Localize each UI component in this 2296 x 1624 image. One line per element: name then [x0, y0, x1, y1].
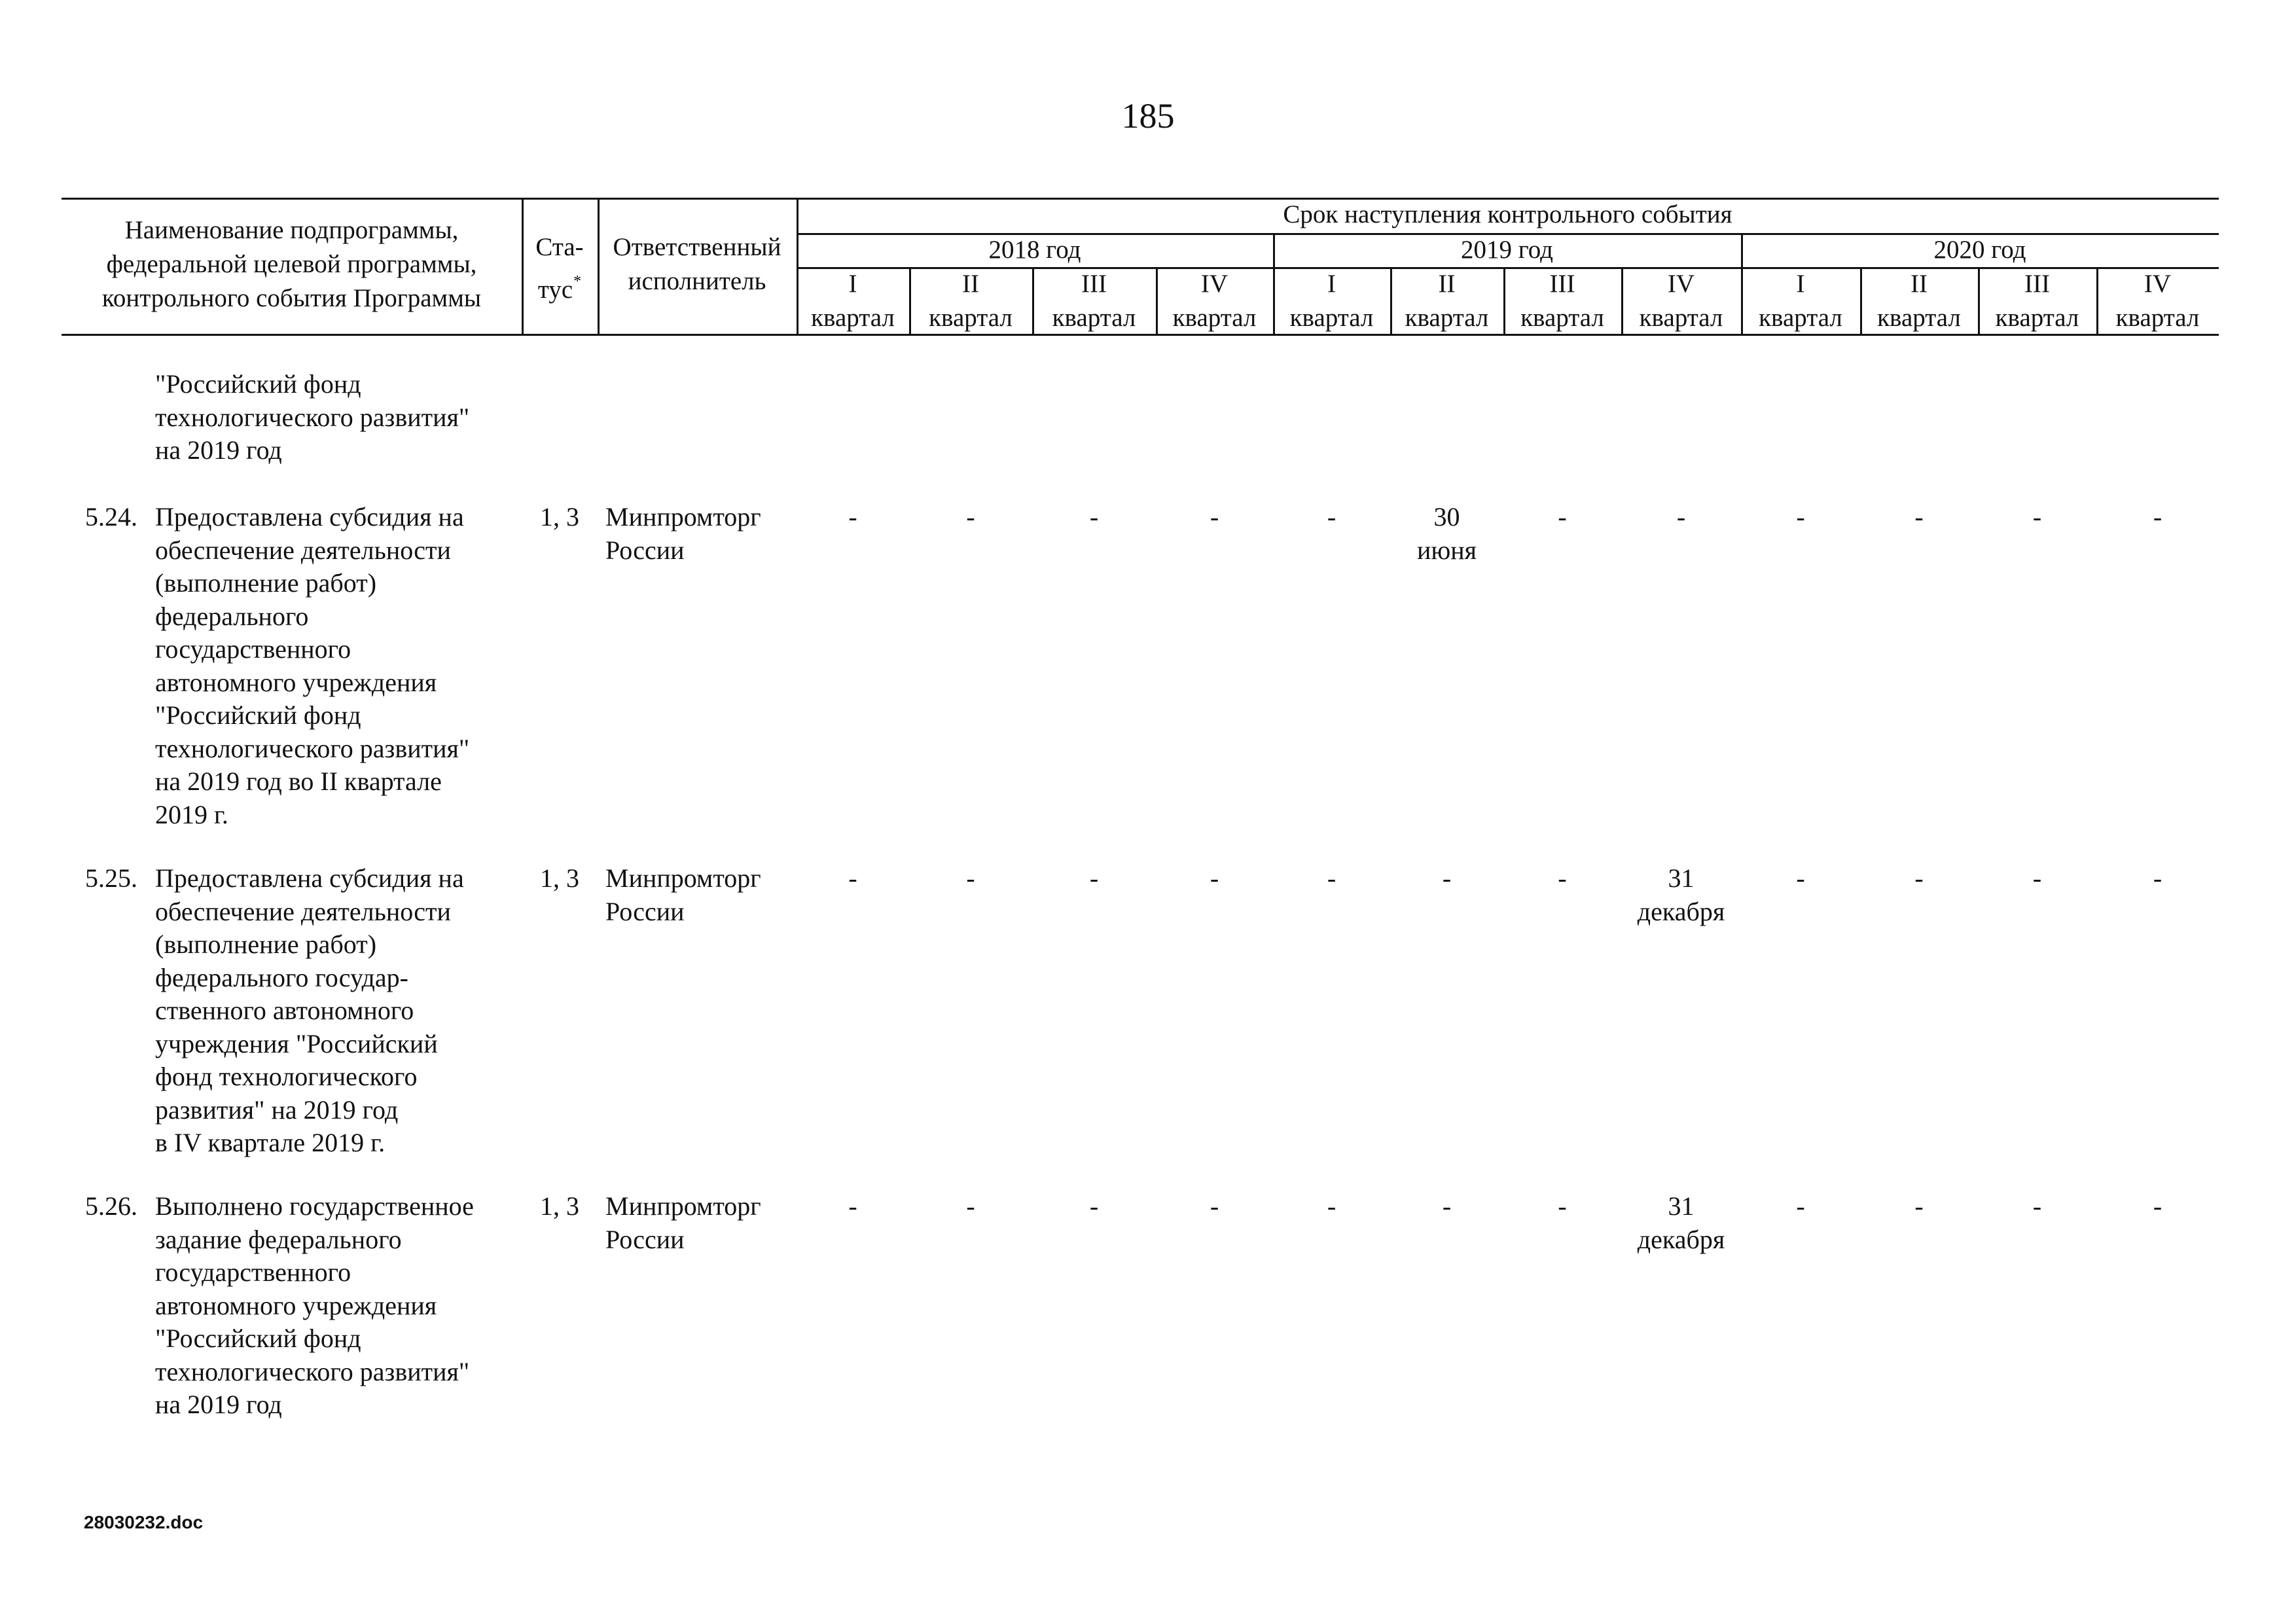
deadline-line: -: [1558, 502, 1567, 532]
name-line: учреждения "Российский: [155, 1028, 438, 1058]
header-line: Ответственный: [613, 233, 781, 261]
deadline-line: -: [848, 502, 857, 532]
deadline-line: -: [1796, 1191, 1805, 1221]
responsible-executor: [605, 501, 761, 567]
name-line: ственного автономного: [155, 996, 414, 1025]
quarter-deadline: [1621, 862, 1741, 928]
quarter-numeral: II: [1438, 270, 1456, 298]
name-line: автономного учреждения: [155, 1290, 437, 1320]
deadline-line: -: [966, 863, 975, 893]
quarter-deadline: [1032, 1190, 1156, 1223]
deadline-line: 31: [1668, 863, 1695, 893]
name-line: технологического развития": [155, 402, 470, 432]
quarter-numeral: III: [1081, 270, 1107, 298]
quarter-deadline: [1390, 1190, 1503, 1223]
name-line: (выполнение работ): [155, 568, 377, 598]
name-line: 2019 г.: [155, 799, 228, 829]
event-name: [155, 1190, 474, 1422]
deadline-line: -: [1442, 863, 1452, 893]
quarter-deadline: [797, 1190, 909, 1223]
executor-line: России: [605, 535, 685, 565]
deadline-line: 31: [1668, 1191, 1695, 1221]
name-line: задание федерального: [155, 1224, 402, 1254]
deadline-line: июня: [1416, 535, 1477, 565]
quarter-numeral: IV: [2144, 270, 2172, 298]
quarter-deadline: [1621, 1190, 1741, 1256]
event-number: 5.24.: [85, 502, 137, 532]
quarter-deadline: [1503, 862, 1621, 895]
deadline-line: -: [1210, 502, 1219, 532]
deadline-line: -: [1327, 1191, 1336, 1221]
name-line: Выполнено государственное: [155, 1191, 474, 1221]
deadline-line: -: [1914, 863, 1924, 893]
quarter-word: квартал: [1405, 304, 1489, 332]
name-line: федерального государ-: [155, 962, 408, 992]
document-code: 28030232.doc: [84, 1512, 204, 1532]
quarter-word: квартал: [929, 304, 1013, 332]
quarter-deadline: [1741, 862, 1860, 895]
deadline-line: -: [1089, 502, 1099, 532]
event-number: 5.25.: [85, 863, 137, 893]
quarter-deadline: [1978, 862, 2096, 895]
name-line: на 2019 год во II квартале: [155, 767, 442, 796]
quarter-word: квартал: [1172, 304, 1257, 332]
year-label: 2020 год: [1933, 236, 2026, 264]
quarter-numeral: IV: [1200, 270, 1229, 298]
deadline-line: декабря: [1637, 896, 1725, 926]
name-line: федерального: [155, 601, 309, 631]
quarter-deadline: [1503, 501, 1621, 534]
quarter-word: квартал: [811, 304, 895, 332]
quarter-deadline: [797, 501, 909, 534]
quarter-deadline: [1860, 862, 1978, 895]
deadline-line: -: [966, 502, 975, 532]
deadline-line: -: [2153, 502, 2162, 532]
deadline-line: -: [848, 863, 857, 893]
year-label: 2018 год: [988, 236, 1081, 264]
deadline-line: -: [2032, 863, 2042, 893]
quarter-deadline: [1156, 501, 1273, 534]
name-line: на 2019 год: [155, 435, 282, 465]
deadline-line: -: [2153, 863, 2162, 893]
deadline-line: -: [1327, 863, 1336, 893]
quarter-word: квартал: [1995, 304, 2079, 332]
name-line: "Российский фонд: [155, 1324, 361, 1353]
quarter-numeral: I: [1796, 270, 1805, 298]
quarter-word: квартал: [1289, 304, 1374, 332]
name-line: обеспечение деятельности: [155, 535, 451, 565]
deadline-line: -: [1914, 1191, 1924, 1221]
quarter-deadline: [1156, 1190, 1273, 1223]
deadline-line: -: [1676, 502, 1686, 532]
quarter-deadline: [1621, 501, 1741, 534]
footnote-marker: *: [573, 273, 582, 290]
name-line: автономного учреждения: [155, 667, 437, 697]
deadline-title: Срок наступления контрольного события: [1283, 200, 1732, 228]
deadline-line: -: [2032, 502, 2042, 532]
quarter-numeral: II: [1910, 270, 1928, 298]
name-line: технологического развития": [155, 733, 470, 763]
deadline-line: -: [1796, 863, 1805, 893]
header-line: исполнитель: [628, 267, 766, 295]
deadline-line: -: [1210, 1191, 1219, 1221]
name-line: (выполнение работ): [155, 929, 377, 959]
quarter-deadline: [2096, 501, 2219, 534]
header-line: контрольного события Программы: [101, 284, 482, 312]
name-line: фонд технологического: [155, 1062, 418, 1091]
header-line: Ста-: [535, 233, 584, 261]
quarter-deadline: [797, 862, 909, 895]
deadline-line: -: [1089, 1191, 1099, 1221]
responsible-executor: [605, 1190, 761, 1256]
quarter-numeral: IV: [1667, 270, 1695, 298]
quarter-numeral: I: [1327, 270, 1336, 298]
quarter-deadline: [1503, 1190, 1621, 1223]
deadline-line: -: [848, 1191, 857, 1221]
quarter-numeral: I: [848, 270, 857, 298]
quarter-deadline: [1978, 501, 2096, 534]
quarter-numeral: III: [1549, 270, 1575, 298]
quarter-deadline: [1741, 501, 1860, 534]
name-column-header: [62, 213, 522, 316]
quarter-deadline: [1273, 1190, 1390, 1223]
event-number: 5.26.: [85, 1191, 137, 1221]
name-line: Предоставлена субсидия на: [155, 863, 464, 893]
status-column-header: [522, 230, 598, 307]
header-line: федеральной целевой программы,: [106, 250, 477, 278]
quarter-deadline: [1978, 1190, 2096, 1223]
quarter-deadline: [1390, 862, 1503, 895]
name-line: "Российский фонд: [155, 369, 361, 399]
quarter-word: квартал: [1877, 304, 1961, 332]
page-number: 185: [1121, 96, 1175, 135]
quarter-deadline: [1032, 501, 1156, 534]
event-name: [155, 862, 464, 1160]
quarter-deadline: [909, 1190, 1032, 1223]
header-text: тус: [537, 276, 573, 304]
quarter-word: квартал: [2115, 304, 2200, 332]
name-line: Предоставлена субсидия на: [155, 502, 464, 532]
deadline-line: -: [1089, 863, 1099, 893]
quarter-word: квартал: [1639, 304, 1723, 332]
quarter-word: квартал: [1520, 304, 1604, 332]
quarter-deadline: [1860, 1190, 1978, 1223]
deadline-line: -: [1914, 502, 1924, 532]
quarter-deadline: [909, 862, 1032, 895]
deadline-line: -: [966, 1191, 975, 1221]
quarter-deadline: [909, 501, 1032, 534]
executor-line: Минпромторг: [605, 502, 761, 532]
quarter-deadline: [1390, 501, 1503, 567]
name-line: государственного: [155, 634, 351, 664]
deadline-line: -: [1558, 863, 1567, 893]
event-name: [155, 501, 469, 831]
name-line: государственного: [155, 1257, 351, 1287]
quarter-deadline: [2096, 862, 2219, 895]
event-status: 1, 3: [540, 863, 579, 893]
responsible-executor: [605, 862, 761, 928]
deadline-line: -: [1558, 1191, 1567, 1221]
quarter-word: квартал: [1759, 304, 1842, 332]
deadline-line: -: [1796, 502, 1805, 532]
deadline-line: -: [1210, 863, 1219, 893]
executor-column-header: [598, 230, 797, 298]
name-line: в IV квартале 2019 г.: [155, 1128, 386, 1157]
deadline-line: декабря: [1637, 1224, 1725, 1254]
deadline-line: 30: [1433, 502, 1460, 532]
event-status: 1, 3: [540, 502, 579, 532]
deadline-line: -: [1442, 1191, 1452, 1221]
executor-line: России: [605, 1224, 685, 1254]
deadline-line: -: [2153, 1191, 2162, 1221]
event-status: 1, 3: [540, 1191, 579, 1221]
name-line: на 2019 год: [155, 1390, 282, 1419]
quarter-deadline: [2096, 1190, 2219, 1223]
deadline-line: -: [2032, 1191, 2042, 1221]
quarter-deadline: [1273, 862, 1390, 895]
quarter-deadline: [1860, 501, 1978, 534]
quarter-deadline: [1032, 862, 1156, 895]
quarter-numeral: III: [2024, 270, 2050, 298]
name-line: технологического развития": [155, 1356, 470, 1386]
deadline-line: -: [1327, 502, 1336, 532]
quarter-deadline: [1741, 1190, 1860, 1223]
quarter-deadline: [1156, 862, 1273, 895]
header-line: [522, 264, 598, 307]
name-line: обеспечение деятельности: [155, 896, 451, 926]
name-line: "Российский фонд: [155, 700, 361, 730]
quarter-deadline: [1273, 501, 1390, 534]
quarter-numeral: II: [962, 270, 979, 298]
quarter-word: квартал: [1052, 304, 1136, 332]
executor-line: России: [605, 896, 685, 926]
executor-line: Минпромторг: [605, 1191, 761, 1221]
year-label: 2019 год: [1461, 236, 1553, 264]
name-line: развития" на 2019 год: [155, 1094, 399, 1125]
continued-event-name: [155, 368, 469, 467]
executor-line: Минпромторг: [605, 863, 761, 893]
header-line: Наименование подпрограммы,: [124, 216, 459, 244]
